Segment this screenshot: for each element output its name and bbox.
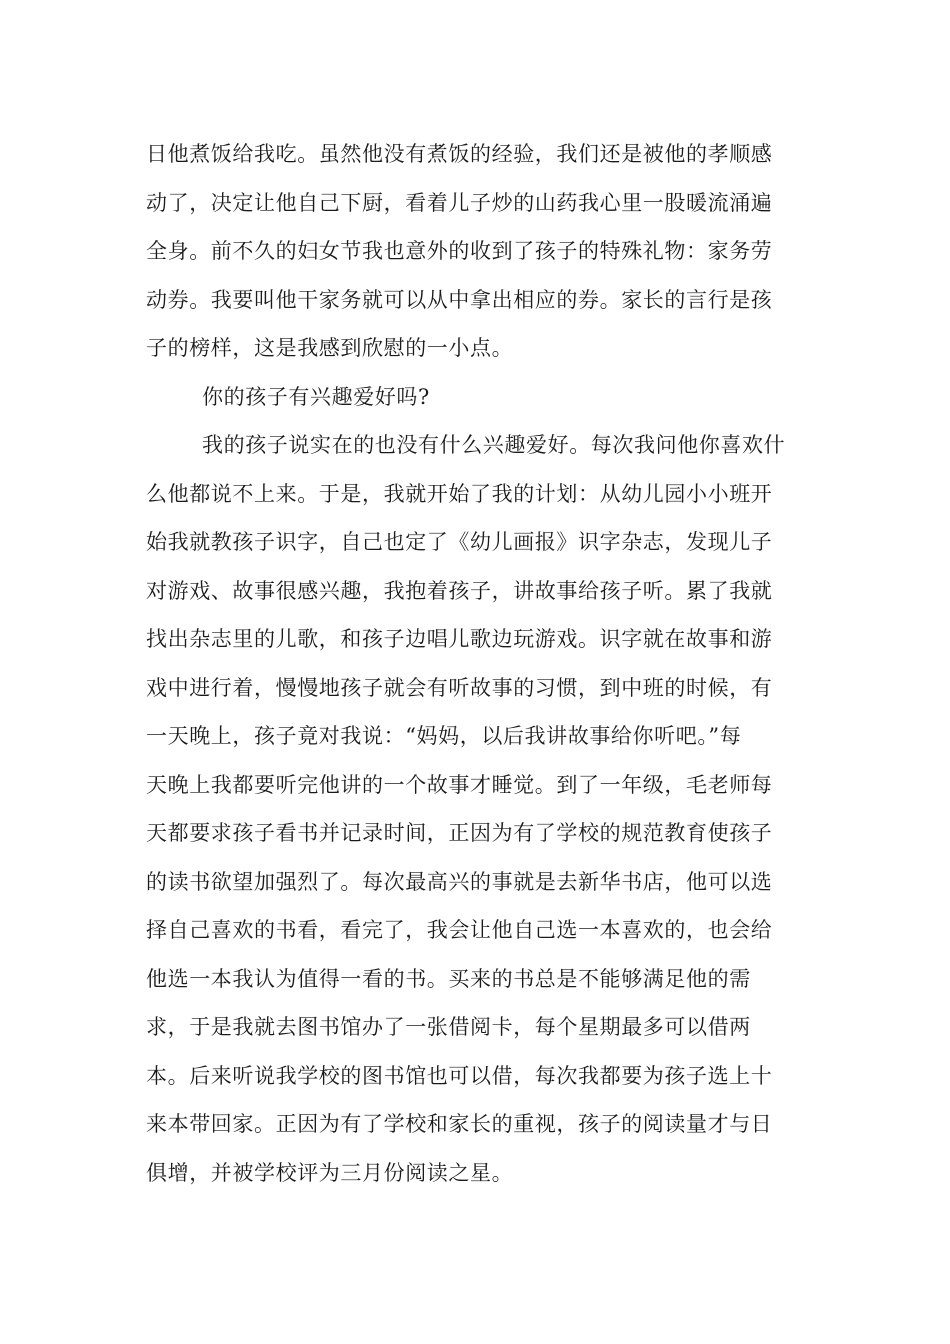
text-line: 戏中进行着，慢慢地孩子就会有听故事的习惯，到中班的时候，有 xyxy=(146,675,773,700)
text-line: 子的榜样，这是我感到欣慰的一小点。 xyxy=(146,336,514,360)
text-line: 我的孩子说实在的也没有什么兴趣爱好。每次我问他你喜欢什 xyxy=(202,433,786,457)
text-line: 动券。我要叫他干家务就可以从中拿出相应的券。家长的言行是孩 xyxy=(146,287,773,312)
text-line: 一天晚上，孩子竟对我说：“妈妈，以后我讲故事给你听吧。”每 xyxy=(146,724,742,748)
text-line: 对游戏、故事很感兴趣，我抱着孩子，讲故事给孩子听。累了我就 xyxy=(146,578,773,603)
text-line: 日他煮饭给我吃。虽然他没有煮饭的经验，我们还是被他的孝顺感 xyxy=(146,142,773,166)
paragraph-2 xyxy=(146,421,808,1197)
text-line: 择自己喜欢的书看，看完了，我会让他自己选一本喜欢的，也会给 xyxy=(146,918,773,942)
paragraph-1 xyxy=(146,130,808,373)
text-line: 找出杂志里的儿歌，和孩子边唱儿歌边玩游戏。识字就在故事和游 xyxy=(146,627,773,651)
text-line: 天都要求孩子看书并记录时间，正因为有了学校的规范教育使孩子 xyxy=(146,821,773,845)
text-line: 么他都说不上来。于是，我就开始了我的计划：从幼儿园小小班开 xyxy=(146,481,773,506)
question-heading: 你的孩子有兴趣爱好吗? xyxy=(202,384,430,409)
text-line: 他选一本我认为值得一看的书。买来的书总是不能够满足他的需 xyxy=(146,966,751,991)
text-line: 天晚上我都要听完他讲的一个故事才睡觉。到了一年级，毛老师每 xyxy=(146,772,773,797)
text-line: 本。后来听说我学校的图书馆也可以借，每次我都要为孩子选上十 xyxy=(146,1063,773,1088)
text-line: 动了，决定让他自己下厨，看着儿子炒的山药我心里一股暖流涌遍 xyxy=(146,190,773,215)
text-line: 的读书欲望加强烈了。每次最高兴的事就是去新华书店，他可以选 xyxy=(146,869,773,894)
text-line: 来本带回家。正因为有了学校和家长的重视，孩子的阅读量才与日 xyxy=(146,1112,773,1136)
text-line: 求，于是我就去图书馆办了一张借阅卡，每个星期最多可以借两 xyxy=(146,1015,751,1039)
document-body xyxy=(146,130,808,1197)
text-line: 俱增，并被学校评为三月份阅读之星。 xyxy=(146,1160,514,1185)
text-line: 始我就教孩子识字，自己也定了《幼儿画报》识字杂志，发现儿子 xyxy=(146,530,773,554)
text-line: 全身。前不久的妇女节我也意外的收到了孩子的特殊礼物：家务劳 xyxy=(146,239,773,263)
